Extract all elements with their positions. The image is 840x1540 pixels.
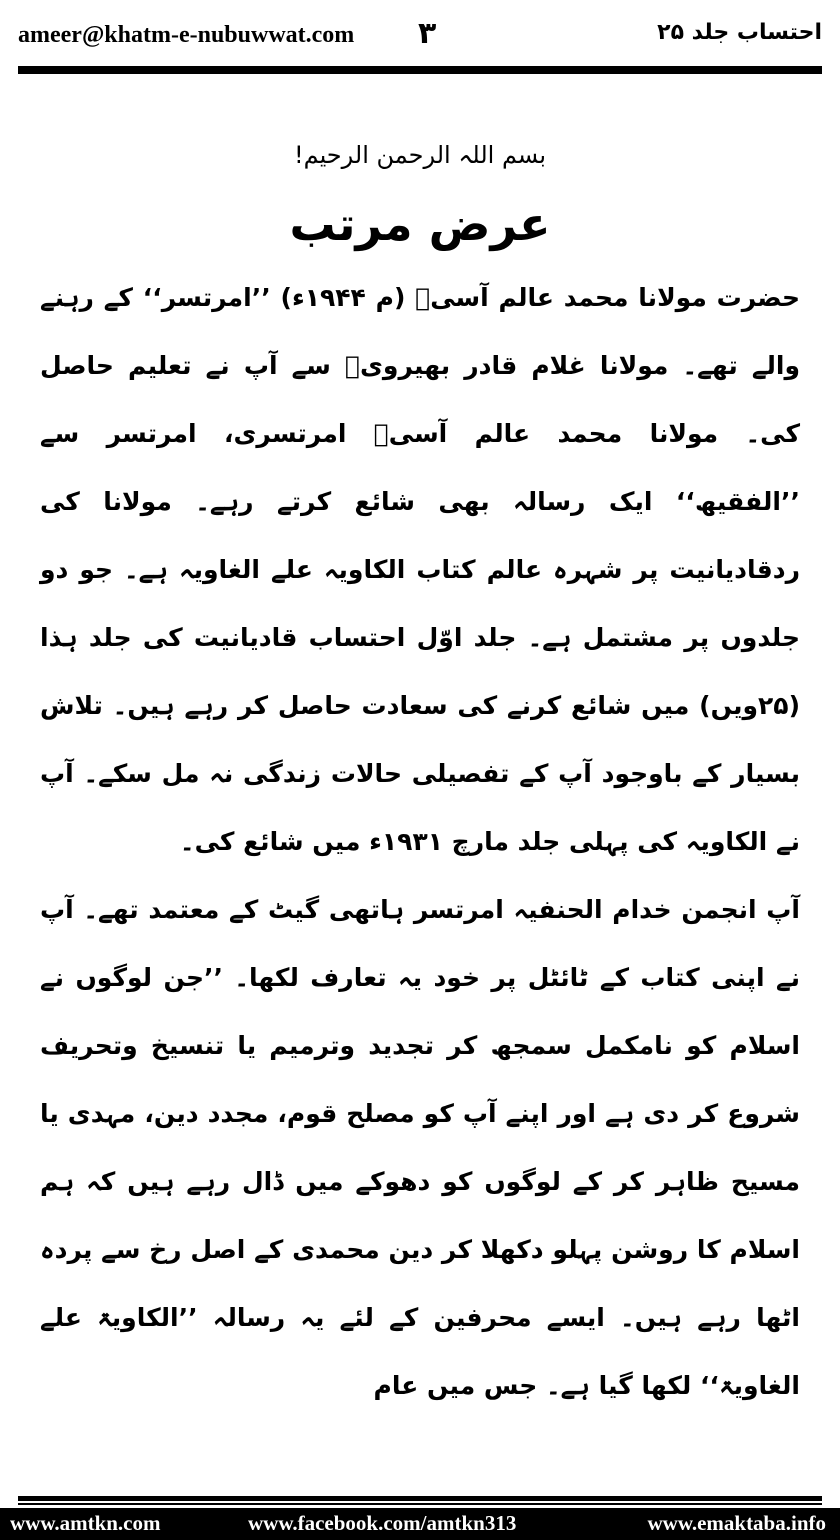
paragraph-text: آپ انجمن خدام الحنفیہ امرتسر ہاتھی گیٹ کے معتمد تھے۔ آپ نے اپنی کتاب کے ٹائٹل پر خود یہ تعارف لکھا۔ ’’جن لوگوں نے اسلام کو نامکمل سمجھ کر تجدید وترمیم یا تنسیخ وتحریف شروع کر دی ہے اور اپنے آپ کو مصلح قوم، مجدد دین، مہدی یا مسیح ظاہر کر کے لوگوں کو دھوکے میں ڈال رہے ہیں کہ ہم اسلام کا روشن پہلو دکھلا کر دین محمدی کے اصل رخ سے پردہ اٹھا رہے ہیں۔ ایسے محرفین کے لئے یہ رسالہ ’’الکاویۃ علے الغاویۃ‘‘ لکھا گیا ہے۔ جس میں عام xyxy=(40,895,800,1400)
page-header xyxy=(18,18,822,58)
page-number: ۳ xyxy=(418,16,437,51)
footer-rule-thin xyxy=(18,1503,822,1505)
footer-link-emaktaba[interactable]: www.emaktaba.info xyxy=(647,1511,826,1535)
header-email: ameer@khatm-e-nubuwwat.com xyxy=(18,22,355,48)
header-rule xyxy=(18,66,822,74)
paragraph-2 xyxy=(40,876,800,1420)
bismillah: بسم اللہ الرحمن الرحیم! xyxy=(293,141,547,169)
footer-rule-thick xyxy=(18,1496,822,1501)
page-title: عرض مرتب xyxy=(289,197,551,251)
paragraph-1 xyxy=(40,264,800,876)
volume-label: احتساب جلد ۲۵ xyxy=(657,20,822,45)
page-footer xyxy=(0,1508,840,1540)
footer-link-facebook[interactable]: www.facebook.com/amtkn313 xyxy=(248,1511,517,1535)
paragraph-text: حضرت مولانا محمد عالم آسیؒ (م ۱۹۴۴ء) ’’امرتسر‘‘ کے رہنے والے تھے۔ مولانا غلام قادر بھیرویؒ سے آپ نے تعلیم حاصل کی۔ مولانا محمد عالم آسیؒ امرتسری، امرتسر سے ’’الفقیھ‘‘ ایک رسالہ بھی شائع کرتے رہے۔ مولانا کی ردقادیانیت پر شہرہ عالم کتاب الکاویہ علے الغاویہ ہے۔ جو دو جلدوں پر مشتمل ہے۔ جلد اوّل احتساب قادیانیت کی جلد ہذا (۲۵ویں) میں شائع کرنے کی سعادت حاصل کر رہے ہیں۔ تلاش بسیار کے باوجود آپ کے تفصیلی حالات زندگی نہ مل سکے۔ آپ نے الکاویہ کی پہلی جلد مارچ ۱۹۳۱ء میں شائع کی۔ xyxy=(40,283,800,856)
page-content xyxy=(40,130,800,1420)
footer-link-amtkn[interactable]: www.amtkn.com xyxy=(10,1511,161,1535)
